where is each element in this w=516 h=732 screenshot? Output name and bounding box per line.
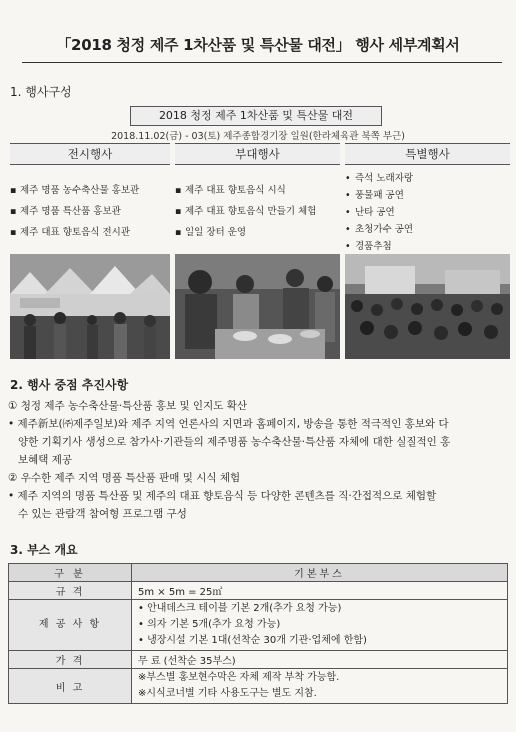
page-title: 「2018 청정 제주 1차산품 및 특산물 대전」 행사 세부계획서 xyxy=(56,36,460,54)
table-row xyxy=(9,600,508,651)
provide-cell xyxy=(132,600,508,651)
side-event-column xyxy=(175,143,340,253)
point-2-line: 수 있는 관람객 참여형 프로그램 구성 xyxy=(18,508,187,520)
list-item: • 의자 기본 5개(추가 요청 가능) xyxy=(138,619,281,630)
point-1-line: 보혜택 제공 xyxy=(18,454,73,466)
special-event-column xyxy=(345,143,510,253)
list-item: • 초청가수 공연 xyxy=(345,221,510,238)
point-2-title: ② 우수한 제주 지역 명품 특산품 판매 및 시식 체험 xyxy=(8,472,241,484)
table-head-label: 구 분 xyxy=(9,564,132,582)
table-row xyxy=(9,669,508,704)
table-row xyxy=(9,564,508,582)
event-columns xyxy=(10,143,510,253)
list-item: • 안내데스크 테이블 기본 2개(추가 요청 가능) xyxy=(138,603,342,614)
point-2-line: • 제주 지역의 명품 특산품 및 제주의 대표 향토음식 등 다양한 콘텐츠를 직·간접적으로 체험할 xyxy=(8,490,437,502)
list-item: • 경품추첨 xyxy=(345,238,510,255)
special-event-column-title: 특별행사 xyxy=(345,143,510,165)
section2-heading: 2. 행사 중점 추진사항 xyxy=(10,378,129,392)
point-1-line: • 제주新보(㈜제주일보)와 제주 지역 언론사의 지면과 홈페이지, 방송을 통한 적극적인 홍보와 다 xyxy=(8,418,449,430)
list-item: • 즉석 노래자랑 xyxy=(345,170,510,187)
exhibit-column xyxy=(10,143,170,253)
list-item: • 냉장시설 기본 1대(선착순 30개 기관·업체에 한함) xyxy=(138,635,367,646)
exhibit-column-title: 전시행사 xyxy=(10,143,170,165)
note-line: ※부스별 홍보현수막은 자체 제작 부착 가능함. xyxy=(138,672,340,683)
size-label: 규 격 xyxy=(9,582,132,600)
size-value: 5m × 5m = 25㎡ xyxy=(132,582,508,600)
photo-food-tasting xyxy=(175,254,340,359)
photo-stage-crowd xyxy=(345,254,510,359)
table-row xyxy=(9,582,508,600)
list-item: ▪ 제주 대표 향토음식 시식 xyxy=(175,180,340,201)
price-label: 가 격 xyxy=(9,651,132,669)
provide-label: 제 공 사 항 xyxy=(9,600,132,651)
section1-heading: 1. 행사구성 xyxy=(10,85,72,99)
table-row xyxy=(9,651,508,669)
list-item: • 난타 공연 xyxy=(345,204,510,221)
notes-cell xyxy=(132,669,508,704)
side-event-column-title: 부대행사 xyxy=(175,143,340,165)
event-name-box: 2018 청정 제주 1차산품 및 특산물 대전 xyxy=(130,106,382,126)
list-item: ▪ 제주 명품 특산품 홍보관 xyxy=(10,201,170,222)
table-head-value: 기본부스 xyxy=(132,564,508,582)
note-line: ※시식코너별 기타 사용도구는 별도 지참. xyxy=(138,688,317,699)
note-label: 비 고 xyxy=(9,669,132,704)
list-item: • 풍물패 공연 xyxy=(345,187,510,204)
booth-overview-table xyxy=(8,563,508,704)
list-item: ▪ 일일 장터 운영 xyxy=(175,222,340,243)
point-1-line: 양한 기획기사 생성으로 참가사·기관들의 제주명품 농수축산물·특산품 자체에 대한 실질적인 홍 xyxy=(18,436,451,448)
list-item: ▪ 제주 대표 향토음식 만들기 체험 xyxy=(175,201,340,222)
list-item: ▪ 제주 대표 향토음식 전시관 xyxy=(10,222,170,243)
point-1-title: ① 청정 제주 농수축산물·특산품 홍보 및 인지도 확산 xyxy=(8,400,247,412)
section3-heading: 3. 부스 개요 xyxy=(10,543,78,557)
price-value: 무 료 (선착순 35부스) xyxy=(132,651,508,669)
event-date-place: 2018.11.02(금) - 03(토) 제주종합경기장 일원(한라체육관 북쪽 부근) xyxy=(111,131,405,142)
list-item: ▪ 제주 명품 농수축산물 홍보관 xyxy=(10,180,170,201)
photo-exhibit-tents xyxy=(10,254,170,359)
title-rule xyxy=(22,62,502,63)
